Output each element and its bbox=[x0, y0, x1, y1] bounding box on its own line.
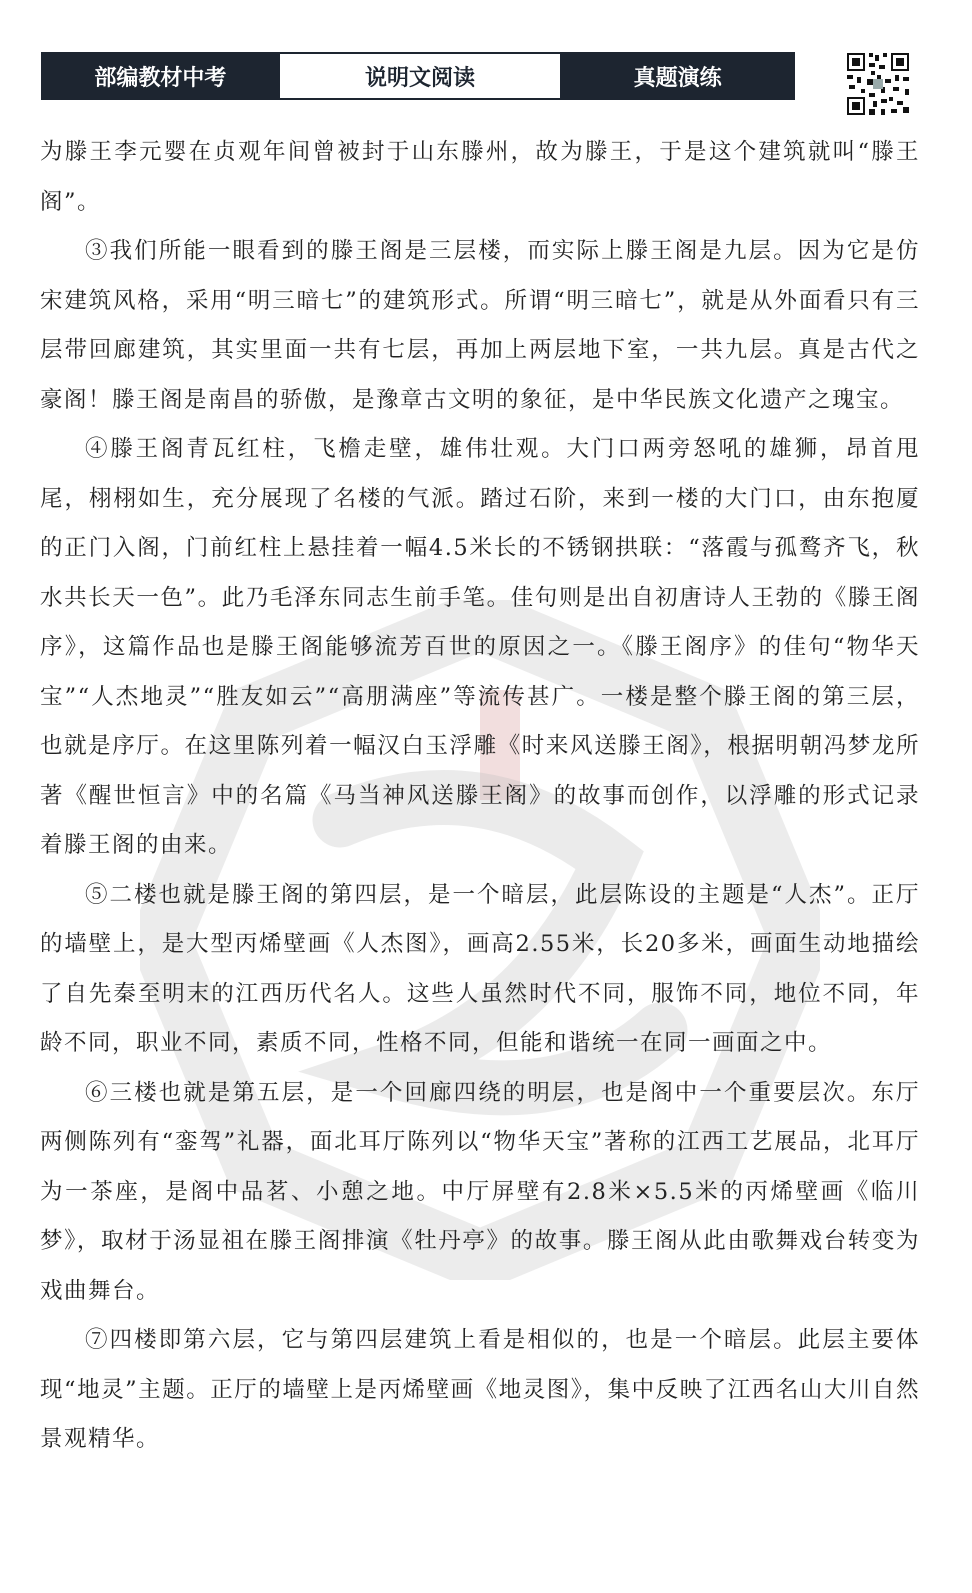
paragraph-6: ⑥三楼也就是第五层，是一个回廊四绕的明层，也是阁中一个重要层次。东厅两侧陈列有“銮驾”礼器，面北耳厅陈列以“物华天宝”著称的江西工艺展品，北耳厅为一茶座，是阁中品茗、小憩之地。中厅屏壁有2.8米×5.5米的丙烯壁画《临川梦》，取材于汤显祖在滕王阁排演《牡丹亭》的故事。滕王阁从此由歌舞戏台转变为戏曲舞台。 bbox=[40, 1079, 920, 1304]
article-body bbox=[40, 128, 920, 1465]
paragraph-3: ③我们所能一眼看到的滕王阁是三层楼，而实际上滕王阁是九层。因为它是仿宋建筑风格，采用“明三暗七”的建筑形式。所谓“明三暗七”，就是从外面看只有三层带回廊建筑，其实里面一共有七层，再加上两层地下室，一共九层。真是古代之豪阁！滕王阁是南昌的骄傲，是豫章古文明的象征，是中华民族文化遗产之瑰宝。 bbox=[40, 238, 920, 413]
qr-code-icon bbox=[845, 51, 911, 117]
header-bar bbox=[41, 52, 795, 100]
header-series-label: 部编教材中考 bbox=[43, 54, 278, 98]
paragraph-continuation: 为滕王李元婴在贞观年间曾被封于山东滕州，故为滕王，于是这个建筑就叫“滕王阁”。 bbox=[40, 139, 920, 215]
paragraph-5: ⑤二楼也就是滕王阁的第四层，是一个暗层，此层陈设的主题是“人杰”。正厅的墙壁上，是大型丙烯壁画《人杰图》，画高2.55米，长20多米，画面生动地描绘了自先秦至明末的江西历代名人。这些人虽然时代不同，服饰不同，地位不同，年龄不同，职业不同，素质不同，性格不同，但能和谐统一在同一画面之中。 bbox=[40, 881, 920, 1056]
paragraph-7: ⑦四楼即第六层，它与第四层建筑上看是相似的，也是一个暗层。此层主要体现“地灵”主题。正厅的墙壁上是丙烯壁画《地灵图》，集中反映了江西名山大川自然景观精华。 bbox=[40, 1327, 920, 1452]
paragraph-4: ④滕王阁青瓦红柱，飞檐走壁，雄伟壮观。大门口两旁怒吼的雄狮，昂首甩尾，栩栩如生，充分展现了名楼的气派。踏过石阶，来到一楼的大门口，由东抱厦的正门入阁，门前红柱上悬挂着一幅4.5米长的不锈钢拱联：“落霞与孤鹜齐飞，秋水共长天一色”。此乃毛泽东同志生前手笔。佳句则是出自初唐诗人王勃的《滕王阁序》，这篇作品也是滕王阁能够流芳百世的原因之一。《滕王阁序》的佳句“物华天宝”“人杰地灵”“胜友如云”“高朋满座”等流传甚广。一楼是整个滕王阁的第三层，也就是序厅。在这里陈列着一幅汉白玉浮雕《时来风送滕王阁》，根据明朝冯梦龙所著《醒世恒言》中的名篇《马当神风送滕王阁》的故事而创作，以浮雕的形式记录着滕王阁的由来。 bbox=[40, 436, 920, 858]
header-topic-label: 说明文阅读 bbox=[278, 54, 563, 98]
header-section-label: 真题演练 bbox=[562, 54, 793, 98]
